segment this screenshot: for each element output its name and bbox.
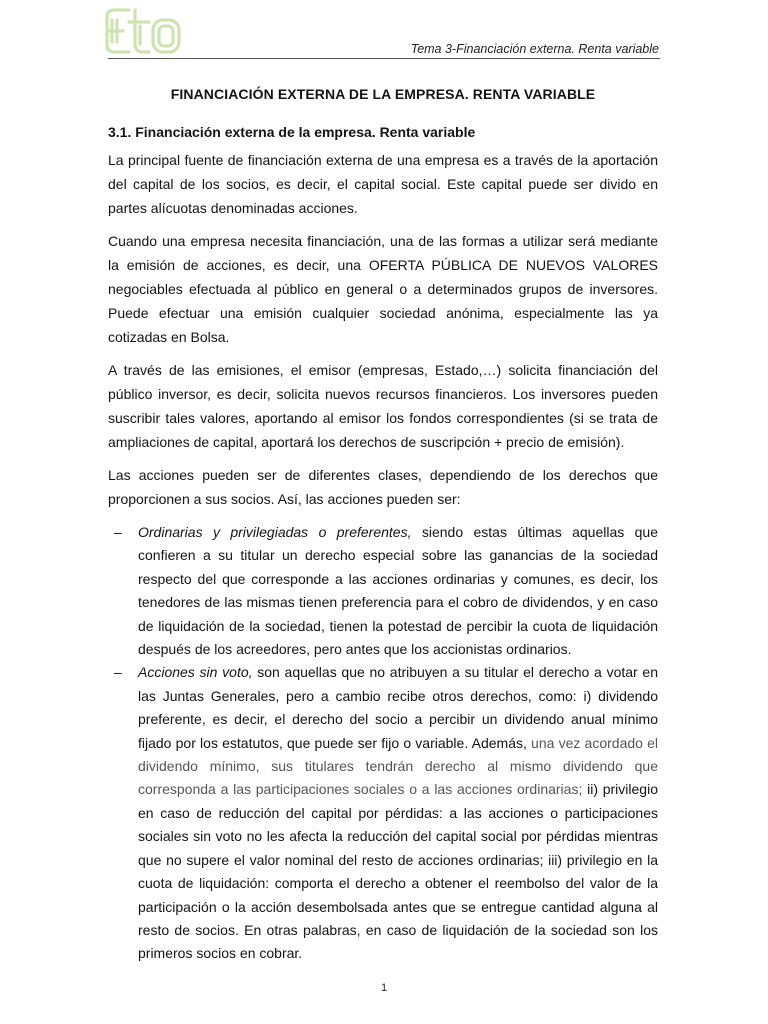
list-item [108, 661, 658, 965]
document-title: FINANCIACIÓN EXTERNA DE LA EMPRESA. RENTA VARIABLE [170, 86, 596, 102]
list-item-term: Ordinarias y privilegiadas o preferentes, [138, 524, 412, 540]
dash-bullet: – [114, 664, 122, 681]
running-header-title: Tema 3-Financiación externa. Renta variable [410, 42, 659, 56]
page-number: 1 [380, 982, 388, 994]
paragraph: A través de las emisiones, el emisor (empresas, Estado,…) solicita financiación del público inversor, es decir, solicita nuevos recursos financieros. Los inversores pueden suscribir tales valores, aportando al emisor los fondos correspondientes (si se trata de ampliaciones de capital, aportará los derechos de suscripción + precio de emisión). [108, 362, 658, 450]
paragraph: La principal fuente de financiación externa de una empresa es a través de la aportación del capital de los socios, es decir, el capital social. Este capital puede ser divido en partes alícuotas denominadas acciones. [108, 152, 658, 216]
document-body [108, 82, 658, 966]
section-heading: 3.1. Financiación externa de la empresa. Renta variable [108, 124, 476, 140]
share-types-list [108, 521, 658, 966]
list-item-text: siendo estas últimas aquellas que confieren a su titular un derecho especial sobre las ganancias de la sociedad respecto del que corresponde a las acciones ordinarias y comunes, es decir, los tenedores de las mismas tienen preferencia para el cobro de dividendos, y en caso de liquidación de la sociedad, tienen la potestad de percibir la cuota de liquidación después de los acreedores, pero antes que los accionistas ordinarios. [138, 524, 658, 658]
paragraph: Cuando una empresa necesita financiación, una de las formas a utilizar será mediante la emisión de acciones, es decir, una OFERTA PÚBLICA DE NUEVOS VALORES negociables efectuada al público en general o a determinados grupos de inversores. Puede efectuar una emisión cualquier sociedad anónima, especialmente las ya cotizadas en Bolsa. [108, 233, 658, 345]
eto-logo [103, 6, 183, 56]
list-item-text: ii) privilegio en caso de reducción del capital por pérdidas: a las acciones o participaciones sociales sin voto no les afecta la reducción del capital social por pérdidas mientras que no supere el valor nominal del resto de acciones ordinarias; iii) privilegio en la cuota de liquidación: comporta el derecho a obtener el reembolso del valor de la participación o la acción desembolsada antes que se entregue cantidad alguna al resto de socios. En otras palabras, en caso de liquidación de la sociedad son los primeros socios en cobrar. [138, 781, 658, 962]
paragraph: Las acciones pueden ser de diferentes clases, dependiendo de los derechos que proporcionen a sus socios. Así, las acciones pueden ser: [108, 467, 658, 507]
list-item [108, 521, 658, 661]
list-item-text: son aquellas que no atribuyen a su titular el derecho a votar en las Juntas Generales, pero a cambio recibe otros derechos, como: i) dividendo preferente, es decir, el derecho del socio a percibir un dividendo anual mínimo fijado por los estatutos, que puede ser fijo o variable. Además, [138, 664, 658, 751]
dash-bullet: – [114, 524, 122, 540]
header-divider [108, 58, 660, 59]
list-item-term: Acciones sin voto, [138, 664, 253, 681]
list-item-text-gray: una vez acordado el dividendo mínimo, sus titulares tendrán derecho al mismo dividendo que corresponda a las participaciones sociales o a las acciones ordinarias; [138, 734, 658, 798]
